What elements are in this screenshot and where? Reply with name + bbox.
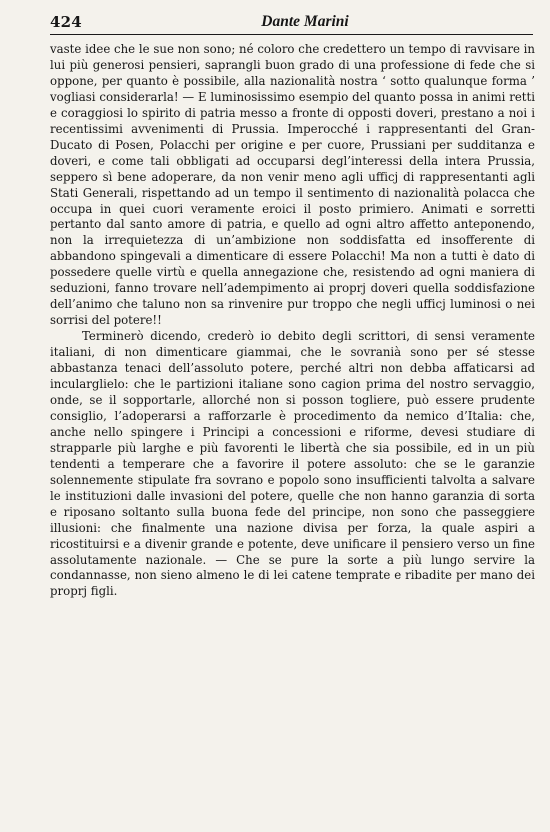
header-rule (50, 34, 533, 35)
paragraph: vaste idee che le sue non sono; né coloro che credettero un tempo di ravvisare in lui più generosi pensieri, saprangli buon grado di una professione di fede che si oppone, per quanto è possibile, alla nazionalità nostra ‘ sotto qualunque forma ’ vogliasi considerarla! — E luminosissimo esempio del quanto possa in animi retti e coraggiosi lo spirito di patria messo a fronte di opposti doveri, prestano a noi i recentissimi avvenimenti di Prussia. Imperocché i rappresentanti del Gran-Ducato di Posen, Polacchi per origine e per cuore, Prussiani per sudditanza e doveri, e come tali obbligati ad occuparsi degl’interessi della intera Prussia, seppero sì bene adoperare, da non venir meno agli ufficj di rappresentanti agli Stati Generali, rispettando ad un tempo il sentimento di nazionalità polacca che occupa in quei cuori veramente eroici il posto primiero. Animati e sorretti pertanto dal santo amore di patria, e quello ad ogni altro affetto anteponendo, non la irrequietezza di un’ambizione non soddisfatta ed insofferente di abbandono spingevali a dimenticare di essere Polacchi! Ma non a tutti è dato di possedere quelle virtù e quella annegazione che, resistendo ad ogni maniera di seduzioni, fanno trovare nell’adempimento ai proprj doveri quella soddisfazione dell’animo che taluno non sa rinvenire pur troppo che negli ufficj luminosi o nei sorrisi del potere!! (50, 42, 535, 328)
paragraph: Terminerò dicendo, crederò io debito degli scrittori, di sensi veramente italiani, di non dimenticare giammai, che le sovranià sono per sé stesse abbastanza tenaci dell’assoluto potere, perché altri non debba affaticarsi ad incularglielo: che le partizioni italiane sono cagion prima del nostro servaggio, onde, se il sopportarle, allorché non si posson togliere, può essere prudente consiglio, l’adoperarsi a rafforzarle è procedimento da nemico d’Italia: che, anche nello spingere i Principi a concessioni e riforme, devesi studiare di strapparle più larghe e più favorenti le libertà che sia possibile, ed in un più tendenti a temperare che a favorire il potere assoluto: che se le garanzie solennemente stipulate fra sovrano e popolo sono insufficienti talvolta a salvare le instituzioni dalle invasioni del potere, quelle che non hanno garanzia di sorta e riposano soltanto sulla buona fede del principe, non sono che passeggiere illusioni: che finalmente una nazione divisa per forza, la quale aspiri a ricostituirsi e a divenir grande e potente, deve unificare il pensiero verso un fine assolutamente nazionale. — Che se pure la sorte a più lungo servire la condannasse, non sieno almeno le di lei catene temprate e ribadite per mano dei proprj figli. (50, 329, 535, 599)
page-header (50, 13, 533, 33)
body-text (50, 42, 535, 600)
page-number: 424 (50, 13, 82, 31)
running-head: Dante Marini (261, 13, 349, 30)
